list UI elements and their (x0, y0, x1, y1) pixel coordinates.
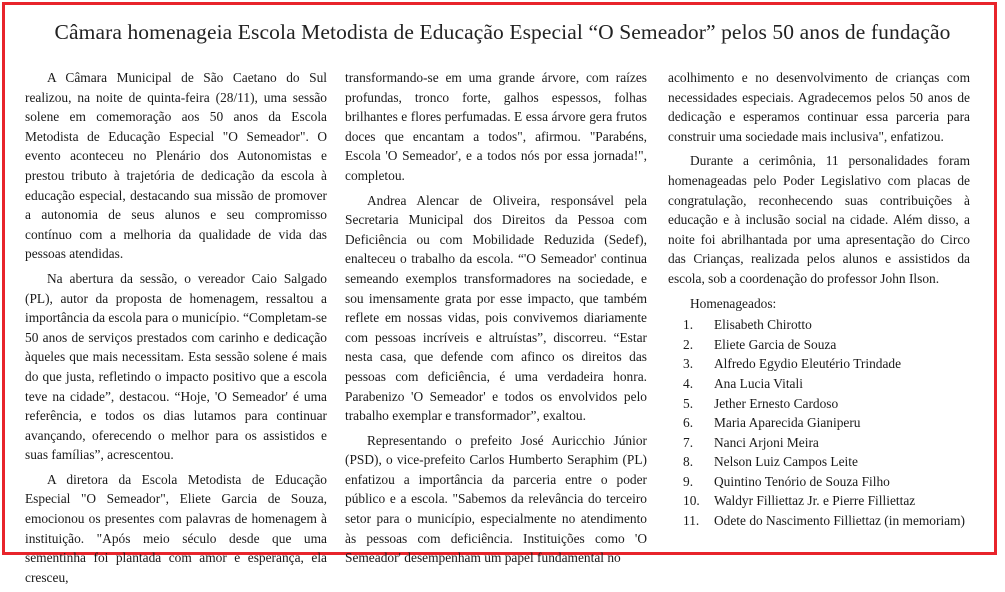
honorees-list (668, 315, 970, 531)
text-column-1 (25, 68, 327, 592)
list-number: 6. (683, 415, 694, 431)
list-number: 9. (683, 473, 694, 489)
honoree-name: Alfredo Egydio Eleutério Trindade (714, 356, 902, 372)
list-number: 10. (683, 493, 700, 509)
paragraph: A Câmara Municipal de São Caetano do Sul realizou, na noite de quinta-feira (28/11), uma sessão solene em comemoração aos 50 anos da Escola Metodista de Educação Especial "O Semeador". O evento aconteceu no Plenário dos Autonomistas e prestou tributo à trajetória de dedicação da escola à educação especial, destacando sua missão de promover a autonomia de seus alunos e seu compromisso contínuo com a melhoria da qualidade de vida das pessoas atendidas. (25, 70, 327, 262)
text-column-2 (345, 68, 647, 573)
list-number: 11. (683, 513, 700, 529)
honoree-name: Ana Lucia Vitali (714, 375, 803, 391)
honorees-label: Homenageados: (690, 295, 777, 311)
list-item (668, 452, 970, 472)
list-item (668, 413, 970, 433)
list-item (668, 472, 970, 492)
honoree-name: Odete do Nascimento Filliettaz (in memoriam) (714, 513, 966, 529)
list-item (668, 511, 970, 531)
list-item (668, 315, 970, 335)
article-title: Câmara homenageia Escola Metodista de Educação Especial “O Semeador” pelos 50 anos de fundação (54, 20, 951, 44)
honoree-name: Quintino Tenório de Souza Filho (714, 473, 890, 489)
list-number: 5. (683, 395, 694, 411)
list-number: 4. (683, 375, 694, 391)
list-item (668, 374, 970, 394)
paragraph: Andrea Alencar de Oliveira, responsável pela Secretaria Municipal dos Direitos da Pessoa com Deficiência ou com Mobilidade Reduzida (Sedef), enalteceu o trabalho da escola. “'O Semeador' continua semeando exemplos transformadores na sociedade, e sou imensamente grata por esse impacto, que também reflete em nossas vidas, pois convivemos diariamente com pessoas incríveis e altruístas”, discorreu. “Estar nesta casa, que defende com afinco os direitos das pessoas com deficiência, é uma verdadeira honra. Parabenizo 'O Semeador' e todos os envolvidos pelo trabalho exemplar e transformador”, exaltou. (345, 192, 647, 424)
list-item (668, 394, 970, 414)
paragraph-continued: acolhimento e no desenvolvimento de crianças com necessidades especiais. Agradecemos pelos 50 anos de dedicação e esperamos continuar essa parceria para construir uma sociedade mais inclusiva", enfatizou. (668, 70, 970, 144)
list-item (668, 491, 970, 511)
honoree-name: Maria Aparecida Gianiperu (714, 415, 861, 431)
paragraph: Representando o prefeito José Auricchio Júnior (PSD), o vice-prefeito Carlos Humberto Seraphim (PL) enfatizou a importância da parceria entre o poder público e a escola. "Sabemos da relevância do terceiro setor para o município, especialmente no atendimento às pessoas com deficiência. Instituições como 'O Semeador' desempenham um papel fundamental no (345, 432, 647, 566)
honoree-name: Jether Ernesto Cardoso (714, 395, 839, 411)
list-number: 7. (683, 434, 694, 450)
paragraph: Durante a cerimônia, 11 personalidades foram homenageadas pelo Poder Legislativo com placas de congratulação, reconhecendo suas contribuições à educação e à inclusão social na cidade. Além disso, a noite foi abrilhantada por uma apresentação do Circo das Crianças, realizada pelos alunos e assistidos da escola, sob a coordenação do professor John Ilson. (668, 153, 970, 286)
list-number: 2. (683, 336, 694, 352)
text-column-3 (668, 68, 970, 531)
list-number: 8. (683, 454, 694, 470)
honoree-name: Eliete Garcia de Souza (714, 336, 837, 352)
honoree-name: Elisabeth Chirotto (714, 317, 812, 333)
paragraph-continued: transformando-se em uma grande árvore, com raízes profundas, tronco forte, galhos espessos, folhas brilhantes e flores perfumadas. E essa árvore gera frutos doces que encantam a todos", afirmou. "Parabéns, Escola 'O Semeador', e a todos nós por essa jornada!", completou. (345, 70, 647, 183)
paragraph: A diretora da Escola Metodista de Educação Especial "O Semeador", Eliete Garcia de Souza, emocionou os presentes com palavras de homenagem à instituição. "Após meio século desde que uma sementinha foi plantada com amor e esperança, ela cresceu, (25, 471, 327, 585)
honoree-name: Nelson Luiz Campos Leite (714, 454, 858, 470)
list-number: 1. (683, 317, 694, 333)
list-number: 3. (683, 356, 694, 372)
honoree-name: Nanci Arjoni Meira (714, 434, 819, 450)
list-item (668, 433, 970, 453)
list-item (668, 354, 970, 374)
list-item (668, 335, 970, 355)
honoree-name: Waldyr Filliettaz Jr. e Pierre Filliettaz (714, 493, 916, 509)
paragraph: Na abertura da sessão, o vereador Caio Salgado (PL), autor da proposta de homenagem, ressaltou a importância da escola para o município. “Completam-se 50 anos de serviços prestados com carinho e dedicação àqueles que mais necessitam. Esta sessão solene é mais do que justa, refletindo o impacto positivo que a escola teve na cidade”, destacou. “Hoje, 'O Semeador' é uma referência, e todos os dias lutamos para continuar avançando, oferecendo o melhor para os assistidos e suas famílias”, acrescentou. (25, 270, 327, 463)
